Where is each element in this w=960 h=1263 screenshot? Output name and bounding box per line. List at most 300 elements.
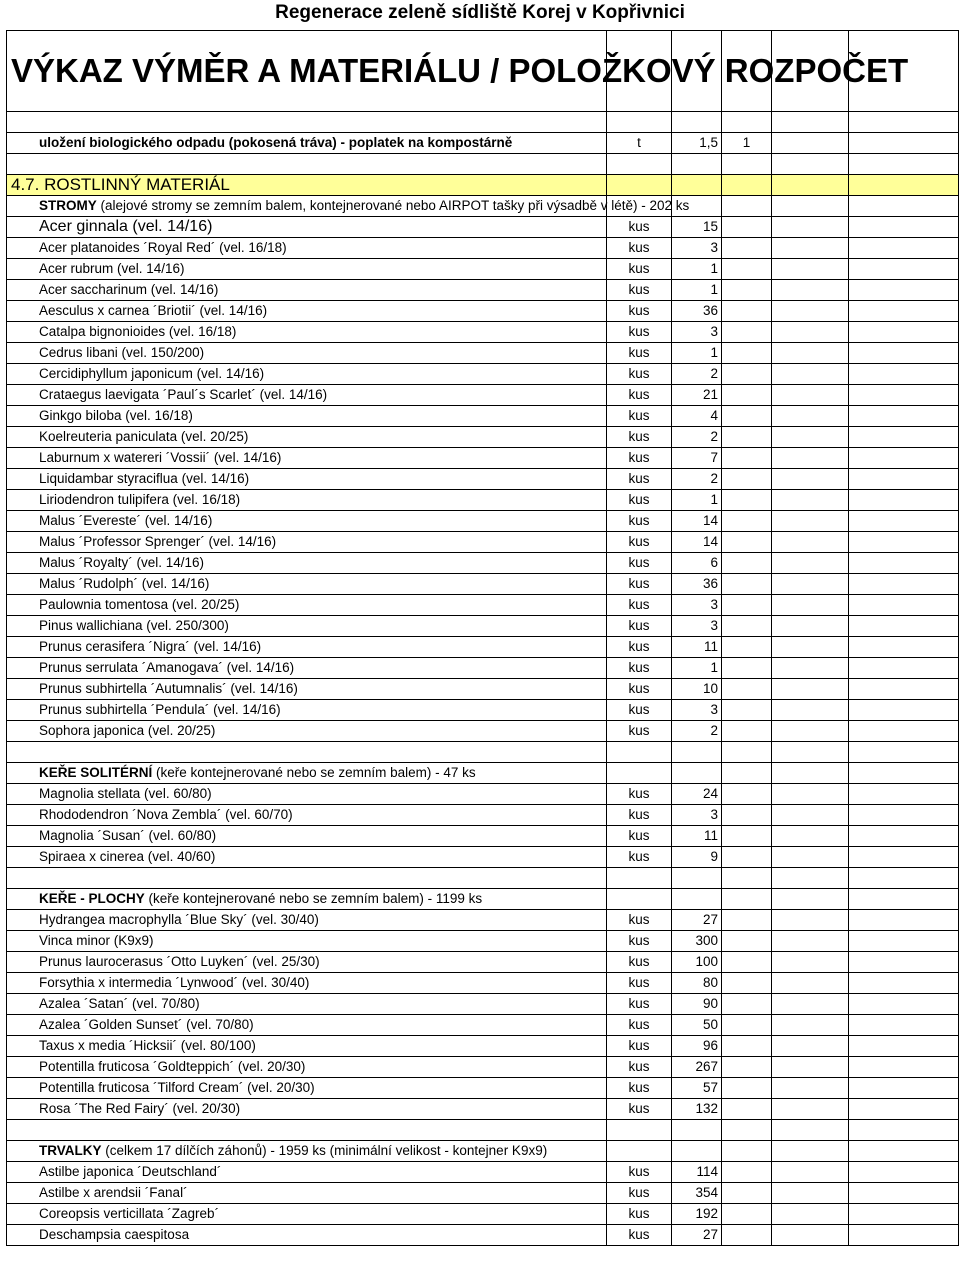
quantity-cell: 1 [672,280,722,301]
table-row [7,511,959,532]
empty-cell [849,910,959,931]
quantity-cell: 14 [672,532,722,553]
table-row [7,868,959,889]
unit-cell: kus [607,1183,672,1204]
empty-cell [849,679,959,700]
empty-cell [772,721,849,742]
quantity-cell: 11 [672,826,722,847]
table-row [7,1015,959,1036]
group-description: (keře kontejnerované nebo se zemním balem) - 47 ks [152,765,476,780]
empty-cell [772,637,849,658]
budget-table [6,30,959,1246]
empty-cell [849,217,959,238]
table-row [7,1141,959,1162]
empty-cell [849,133,959,154]
item-name-cell: Cedrus libani (vel. 150/200) [7,343,607,364]
quantity-cell: 90 [672,994,722,1015]
table-row [7,343,959,364]
extra-cell [722,994,772,1015]
table-row [7,700,959,721]
unit-cell: kus [607,301,672,322]
unit-cell: kus [607,910,672,931]
quantity-cell: 132 [672,1099,722,1120]
extra-cell [722,343,772,364]
extra-cell [722,868,772,889]
table-row [7,784,959,805]
empty-cell [772,994,849,1015]
item-name-cell: Prunus laurocerasus ´Otto Luyken´ (vel. 25/30) [7,952,607,973]
table-row [7,1162,959,1183]
empty-cell [772,1036,849,1057]
quantity-cell [672,112,722,133]
table-row [7,952,959,973]
quantity-cell: 1 [672,490,722,511]
empty-cell [772,1204,849,1225]
table-row [7,1099,959,1120]
quantity-cell: 267 [672,1057,722,1078]
item-name-cell: Acer saccharinum (vel. 14/16) [7,280,607,301]
extra-cell [722,700,772,721]
unit-cell: kus [607,511,672,532]
empty-cell [772,343,849,364]
item-name-cell: Deschampsia caespitosa [7,1225,607,1246]
unit-cell [607,889,672,910]
item-name-cell: Malus ´Professor Sprenger´ (vel. 14/16) [7,532,607,553]
quantity-cell: 4 [672,406,722,427]
empty-cell [772,658,849,679]
empty-cell [849,889,959,910]
table-row [7,490,959,511]
group-description: (keře kontejnerované nebo se zemním balem) - 1199 ks [144,891,483,906]
empty-cell [772,784,849,805]
quantity-cell [672,868,722,889]
table-row [7,280,959,301]
empty-cell [849,448,959,469]
empty-cell [849,1183,959,1204]
table-row [7,532,959,553]
empty-cell [772,112,849,133]
unit-cell: kus [607,490,672,511]
item-name-cell: Koelreuteria paniculata (vel. 20/25) [7,427,607,448]
unit-cell: kus [607,364,672,385]
unit-cell: kus [607,994,672,1015]
quantity-cell: 36 [672,301,722,322]
quantity-cell [672,889,722,910]
extra-cell [722,1204,772,1225]
unit-cell [607,1141,672,1162]
empty-cell [772,1162,849,1183]
extra-cell [722,1162,772,1183]
unit-cell: kus [607,721,672,742]
table-row [7,595,959,616]
empty-cell [772,364,849,385]
table-row [7,994,959,1015]
table-row [7,763,959,784]
item-name-cell: Paulownia tomentosa (vel. 20/25) [7,595,607,616]
empty-cell [849,553,959,574]
quantity-cell: 114 [672,1162,722,1183]
quantity-cell: 3 [672,700,722,721]
item-name-cell: Astilbe x arendsii ´Fanal´ [7,1183,607,1204]
unit-cell: kus [607,427,672,448]
unit-cell [607,112,672,133]
extra-cell [722,1015,772,1036]
item-name-cell: Ginkgo biloba (vel. 16/18) [7,406,607,427]
table-row [7,175,959,196]
empty-cell [849,343,959,364]
quantity-cell: 2 [672,721,722,742]
table-row [7,658,959,679]
quantity-cell: 7 [672,448,722,469]
unit-cell: kus [607,406,672,427]
extra-cell [722,763,772,784]
unit-cell: kus [607,1036,672,1057]
extra-cell [722,490,772,511]
table-row [7,847,959,868]
table-row [7,238,959,259]
empty-cell [772,448,849,469]
table-row [7,1183,959,1204]
group-heading [7,196,690,217]
unit-cell: kus [607,1225,672,1246]
quantity-cell: 2 [672,469,722,490]
quantity-cell: 27 [672,910,722,931]
unit-cell: kus [607,280,672,301]
empty-cell [849,1225,959,1246]
empty-cell [849,112,959,133]
unit-cell [607,742,672,763]
table-row [7,154,959,175]
unit-cell: kus [607,553,672,574]
unit-cell: kus [607,343,672,364]
quantity-cell: 100 [672,952,722,973]
quantity-cell: 3 [672,805,722,826]
empty-cell [772,1141,849,1162]
table-row [7,427,959,448]
item-name-cell [7,112,607,133]
unit-cell: kus [607,217,672,238]
empty-cell [849,574,959,595]
extra-cell [722,1036,772,1057]
empty-cell [849,763,959,784]
unit-cell: kus [607,469,672,490]
item-name-cell: Rosa ´The Red Fairy´ (vel. 20/30) [7,1099,607,1120]
empty-cell [849,1162,959,1183]
quantity-cell: 24 [672,784,722,805]
item-name-cell: Malus ´Rudolph´ (vel. 14/16) [7,574,607,595]
unit-cell: kus [607,952,672,973]
group-heading [7,763,607,784]
extra-cell: 1 [722,133,772,154]
empty-cell [849,196,959,217]
unit-cell: t [607,133,672,154]
empty-cell [772,133,849,154]
unit-cell: kus [607,448,672,469]
extra-cell [722,805,772,826]
table-row [7,616,959,637]
table-row [7,196,959,217]
empty-cell [849,868,959,889]
spreadsheet [6,30,958,1246]
extra-cell [722,889,772,910]
unit-cell: kus [607,259,672,280]
quantity-cell: 1 [672,259,722,280]
quantity-cell: 80 [672,973,722,994]
quantity-cell [672,154,722,175]
unit-cell: kus [607,931,672,952]
empty-cell [772,616,849,637]
unit-cell [607,868,672,889]
empty-cell [849,826,959,847]
empty-cell [849,952,959,973]
unit-cell: kus [607,1015,672,1036]
item-name-cell: Coreopsis verticillata ´Zagreb´ [7,1204,607,1225]
empty-cell [772,868,849,889]
table-row [7,721,959,742]
table-row [7,973,959,994]
group-description: (alejové stromy se zemním balem, kontejnerované nebo AIRPOT tašky při výsadbě v létě) - 202 ks [96,198,690,213]
empty-cell [772,259,849,280]
table-row [7,217,959,238]
quantity-cell: 96 [672,1036,722,1057]
unit-cell: kus [607,532,672,553]
empty-cell [772,595,849,616]
item-name-cell [7,868,607,889]
table-row [7,133,959,154]
extra-cell [722,658,772,679]
empty-cell [772,847,849,868]
empty-cell [772,322,849,343]
empty-cell [849,469,959,490]
quantity-cell: 57 [672,1078,722,1099]
group-heading [7,1141,607,1162]
extra-cell [722,910,772,931]
quantity-cell: 3 [672,616,722,637]
empty-cell [849,280,959,301]
table-row [7,826,959,847]
extra-cell [722,469,772,490]
unit-cell: kus [607,616,672,637]
item-name-cell: Acer ginnala (vel. 14/16) [7,217,607,238]
unit-cell: kus [607,322,672,343]
extra-cell [722,217,772,238]
item-name-cell: Acer platanoides ´Royal Red´ (vel. 16/18) [7,238,607,259]
empty-cell [849,784,959,805]
extra-cell [722,553,772,574]
extra-cell [722,280,772,301]
table-row [7,385,959,406]
extra-cell [722,1183,772,1204]
unit-cell [607,175,672,196]
quantity-cell: 3 [672,238,722,259]
extra-cell [722,1120,772,1141]
item-name-cell: Acer rubrum (vel. 14/16) [7,259,607,280]
empty-cell [772,805,849,826]
empty-cell [849,1099,959,1120]
extra-cell [722,112,772,133]
unit-cell [607,763,672,784]
extra-cell [722,1099,772,1120]
empty-cell [772,574,849,595]
unit-cell: kus [607,784,672,805]
empty-cell [772,1057,849,1078]
quantity-cell: 300 [672,931,722,952]
empty-cell [849,490,959,511]
extra-cell [722,595,772,616]
unit-cell: kus [607,847,672,868]
empty-cell [772,238,849,259]
empty-cell [849,532,959,553]
empty-cell [849,658,959,679]
empty-cell [772,175,849,196]
unit-cell: kus [607,637,672,658]
empty-cell [772,973,849,994]
quantity-cell [672,1120,722,1141]
empty-cell [772,910,849,931]
item-name-cell: Magnolia ´Susan´ (vel. 60/80) [7,826,607,847]
table-row [7,322,959,343]
quantity-cell [672,763,722,784]
quantity-cell: 1 [672,658,722,679]
quantity-cell: 21 [672,385,722,406]
extra-cell [722,406,772,427]
extra-cell [722,637,772,658]
unit-cell: kus [607,1057,672,1078]
quantity-cell: 50 [672,1015,722,1036]
unit-cell: kus [607,805,672,826]
table-row [7,574,959,595]
item-name-cell: Malus ´Evereste´ (vel. 14/16) [7,511,607,532]
extra-cell [722,427,772,448]
table-row [7,469,959,490]
empty-cell [849,175,959,196]
empty-cell [772,553,849,574]
quantity-cell: 2 [672,364,722,385]
unit-cell: kus [607,385,672,406]
unit-cell: kus [607,595,672,616]
empty-cell [849,406,959,427]
item-name-cell: Liriodendron tulipifera (vel. 16/18) [7,490,607,511]
unit-cell: kus [607,1204,672,1225]
empty-cell [849,1057,959,1078]
quantity-cell [672,1141,722,1162]
empty-cell [772,406,849,427]
empty-cell [849,973,959,994]
table-row [7,1036,959,1057]
extra-cell [722,301,772,322]
extra-cell [722,931,772,952]
table-row [7,910,959,931]
empty-cell [849,259,959,280]
empty-cell [849,1204,959,1225]
extra-cell [722,784,772,805]
empty-cell [772,217,849,238]
extra-cell [722,1141,772,1162]
table-row [7,364,959,385]
table-row [7,259,959,280]
quantity-cell: 9 [672,847,722,868]
item-name-cell: Laburnum x watereri ´Vossii´ (vel. 14/16) [7,448,607,469]
item-name-cell [7,154,607,175]
item-name-cell: Prunus cerasifera ´Nigra´ (vel. 14/16) [7,637,607,658]
unit-cell: kus [607,658,672,679]
table-row [7,679,959,700]
empty-cell [849,1078,959,1099]
section-title: 4.7. ROSTLINNÝ MATERIÁL [7,175,607,196]
empty-cell [772,1183,849,1204]
empty-cell [772,1078,849,1099]
item-name-cell: Aesculus x carnea ´Briotii´ (vel. 14/16) [7,301,607,322]
item-name-cell: Malus ´Royalty´ (vel. 14/16) [7,553,607,574]
page-header: Regenerace zeleně sídliště Korej v Kopřivnici [275,2,685,23]
item-name-cell: Magnolia stellata (vel. 60/80) [7,784,607,805]
quantity-cell: 6 [672,553,722,574]
empty-cell [772,385,849,406]
quantity-cell: 2 [672,427,722,448]
group-label: STROMY [39,198,97,213]
empty-cell [849,1015,959,1036]
empty-cell [849,511,959,532]
empty-cell [772,511,849,532]
empty-cell [849,637,959,658]
table-row [7,31,959,112]
extra-cell [722,448,772,469]
group-label: KEŘE SOLITÉRNÍ [39,765,153,780]
empty-cell [772,931,849,952]
extra-cell [722,952,772,973]
unit-cell: kus [607,1078,672,1099]
extra-cell [722,679,772,700]
item-name-cell: Potentilla fruticosa ´Goldteppich´ (vel. 20/30) [7,1057,607,1078]
empty-cell [849,385,959,406]
empty-cell [772,1225,849,1246]
empty-cell [849,616,959,637]
item-name-cell [7,742,607,763]
empty-cell [849,805,959,826]
extra-cell [722,511,772,532]
table-row [7,406,959,427]
extra-cell [722,616,772,637]
empty-cell [849,301,959,322]
table-row [7,931,959,952]
empty-cell [772,154,849,175]
empty-cell [772,1120,849,1141]
item-name-cell: uložení biologického odpadu (pokosená tráva) - poplatek na kompostárně [7,133,607,154]
empty-cell [849,994,959,1015]
empty-cell [772,1015,849,1036]
group-heading [7,889,607,910]
quantity-cell: 10 [672,679,722,700]
extra-cell [722,196,772,217]
extra-cell [722,721,772,742]
extra-cell [722,1057,772,1078]
table-row [7,1120,959,1141]
empty-cell [849,238,959,259]
quantity-cell [672,742,722,763]
table-row [7,889,959,910]
item-name-cell: Vinca minor (K9x9) [7,931,607,952]
table-row [7,1225,959,1246]
quantity-cell: 3 [672,322,722,343]
table-row [7,301,959,322]
item-name-cell: Liquidambar styraciflua (vel. 14/16) [7,469,607,490]
item-name-cell: Azalea ´Golden Sunset´ (vel. 70/80) [7,1015,607,1036]
item-name-cell [7,1120,607,1141]
extra-cell [722,259,772,280]
quantity-cell: 11 [672,637,722,658]
table-row [7,448,959,469]
item-name-cell: Cercidiphyllum japonicum (vel. 14/16) [7,364,607,385]
